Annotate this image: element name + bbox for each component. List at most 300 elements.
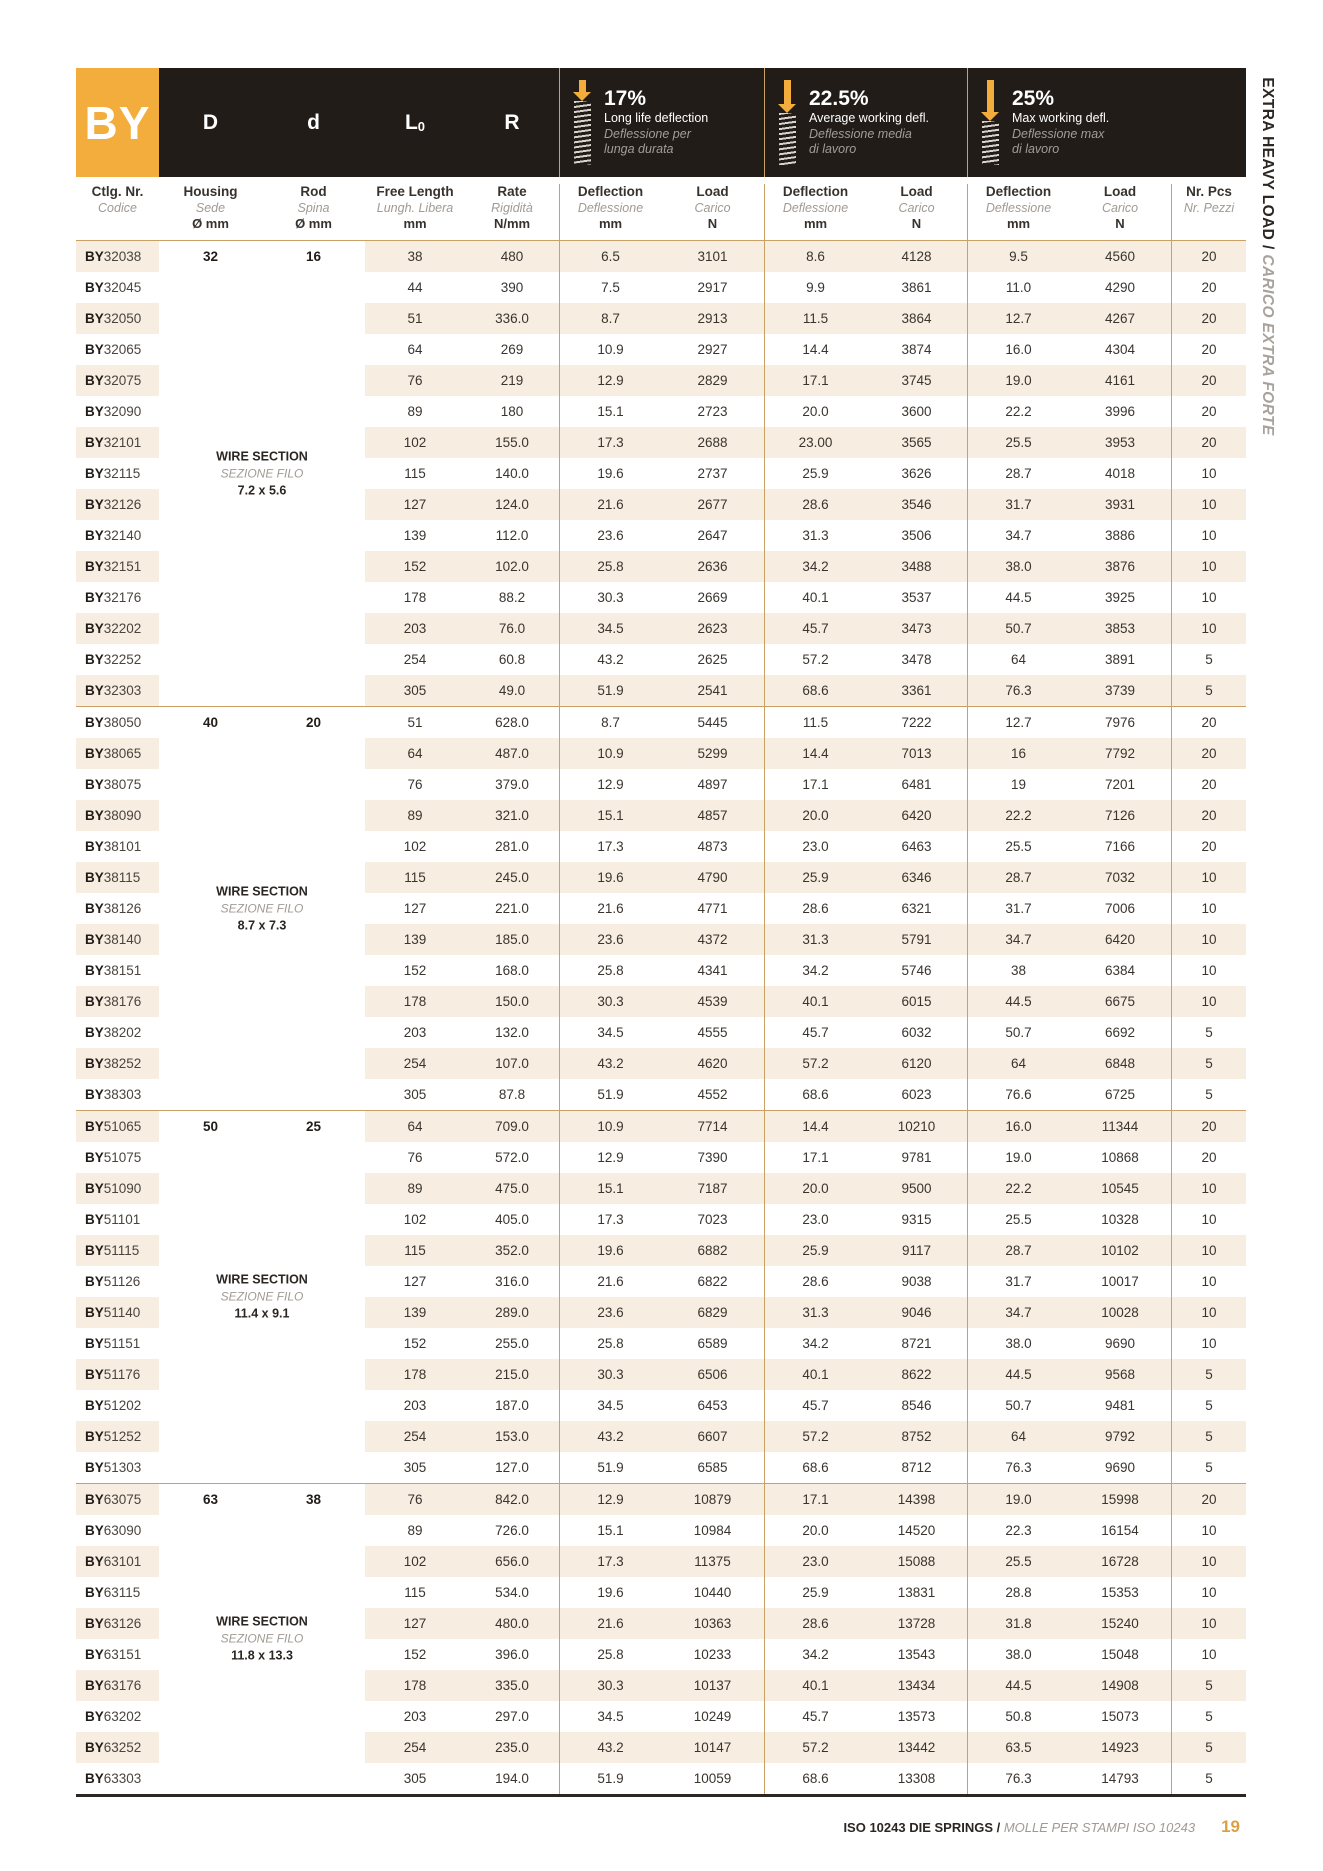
footer-title-en: ISO 10243 DIE SPRINGS / [843, 1820, 1004, 1835]
code-cell [76, 1484, 159, 1515]
load-17-cell: 2927 [697, 342, 728, 357]
housing-cell [159, 272, 262, 303]
free-length-cell: 89 [365, 1173, 465, 1204]
deflection-22-cell: 40.1 [764, 1670, 866, 1701]
load-17-cell: 6506 [661, 1359, 764, 1390]
load-25-cell: 7166 [1104, 839, 1136, 854]
dim-label-D: D [202, 110, 219, 134]
load-17-cell: 10879 [661, 1484, 764, 1515]
code-number: 32252 [103, 652, 142, 667]
deflection-25-cell: 31.8 [967, 1608, 1069, 1639]
deflection-25-cell: 25.5 [967, 427, 1069, 458]
deflection-22-cell: 20.0 [764, 1515, 866, 1546]
load-25-cell: 3925 [1104, 590, 1136, 605]
load-17-cell: 4771 [697, 901, 728, 916]
free-length-cell: 152 [365, 551, 465, 582]
code-cell [76, 1359, 159, 1390]
code-cell [76, 1546, 159, 1577]
code-number: 38140 [103, 932, 142, 947]
free-length-cell: 305 [403, 1771, 427, 1786]
rate-cell: 112.0 [495, 528, 529, 543]
table-row [76, 365, 1246, 396]
deflection-22-cell: 68.6 [764, 1079, 866, 1110]
footer-title-it: MOLLE PER STAMPI ISO 10243 [1003, 1820, 1196, 1835]
deflection-section-25 [967, 68, 1171, 177]
deflection-22-cell: 20.0 [764, 800, 866, 831]
code-number: 32126 [103, 497, 142, 512]
pcs-cell: 5 [1171, 1670, 1246, 1701]
load-25-cell: 9568 [1069, 1359, 1171, 1390]
deflection-25-cell: 16 [967, 738, 1069, 769]
housing-cell [159, 1452, 262, 1483]
rod-cell [262, 582, 365, 613]
rate-cell: 140.0 [495, 466, 529, 481]
rod-cell [262, 644, 365, 675]
code-prefix: BY [85, 683, 104, 698]
section-label-it: Deflessione per [604, 126, 691, 141]
deflection-17-cell: 25.8 [559, 551, 661, 582]
code-cell [76, 458, 159, 489]
wire-section-en: WIRE SECTION [216, 449, 308, 463]
deflection-17-cell: 34.5 [559, 613, 661, 644]
table-row [76, 800, 1246, 831]
deflection-22-cell: 40.1 [764, 986, 866, 1017]
rate-cell: 180 [500, 404, 524, 419]
rod-cell [262, 1390, 365, 1421]
deflection-22-cell: 45.7 [764, 1390, 866, 1421]
rate-cell: 235.0 [465, 1732, 559, 1763]
deflection-17-cell: 21.6 [559, 1608, 661, 1639]
load-22-cell: 3626 [901, 466, 932, 481]
code-prefix: BY [85, 1678, 104, 1693]
free-length-cell: 203 [365, 613, 465, 644]
rate-cell: 480.0 [465, 1608, 559, 1639]
load-25-cell: 16728 [1069, 1546, 1171, 1577]
table-row [76, 1732, 1246, 1763]
deflection-25-cell: 22.2 [967, 800, 1069, 831]
deflection-25-cell: 19 [967, 769, 1069, 800]
code-cell [76, 334, 159, 365]
pcs-cell: 10 [1171, 1515, 1246, 1546]
code-cell [76, 1639, 159, 1670]
code-number: 32151 [103, 559, 142, 574]
load-17-cell: 2688 [661, 427, 764, 458]
wire-section-size: 8.7 x 7.3 [237, 918, 287, 932]
code-cell [76, 1452, 159, 1483]
load-17-cell: 6453 [697, 1398, 728, 1413]
deflection-22-cell: 57.2 [764, 1421, 866, 1452]
rate-cell: 335.0 [465, 1670, 559, 1701]
load-22-cell: 6015 [866, 986, 967, 1017]
housing-cell [159, 644, 262, 675]
housing-cell [159, 365, 262, 396]
table-row [76, 644, 1246, 675]
deflection-22-cell: 20.0 [764, 1173, 866, 1204]
deflection-17-cell: 25.8 [559, 1328, 661, 1359]
pcs-cell: 10 [1171, 924, 1246, 955]
load-17-cell: 4552 [697, 1087, 728, 1102]
code-prefix: BY [85, 1398, 104, 1413]
deflection-25-cell: 22.2 [967, 1173, 1069, 1204]
load-17-cell: 7390 [697, 1150, 728, 1165]
section-label-it: Deflessione media [809, 126, 912, 141]
deflection-25-cell: 38.0 [967, 1639, 1069, 1670]
rate-cell: 628.0 [495, 715, 529, 730]
housing-cell [159, 396, 262, 427]
deflection-25-cell: 76.3 [967, 675, 1069, 706]
code-prefix: BY [85, 466, 104, 481]
free-length-cell: 127 [365, 489, 465, 520]
load-17-cell: 2541 [661, 675, 764, 706]
load-17-cell: 5445 [697, 715, 728, 730]
code-cell [76, 986, 159, 1017]
deflection-22-cell: 11.5 [764, 707, 866, 738]
wire-section-it: SEZIONE FILO [220, 1289, 304, 1304]
deflection-17-cell: 10.9 [559, 1111, 661, 1142]
load-25-cell: 10868 [1101, 1150, 1139, 1165]
free-length-cell: 127 [403, 901, 427, 916]
rate-cell: 321.0 [465, 800, 559, 831]
code-prefix: BY [85, 280, 104, 295]
load-25-cell: 15353 [1101, 1585, 1139, 1600]
code-prefix: BY [85, 1740, 104, 1755]
deflection-22-cell: 17.1 [764, 1142, 866, 1173]
page-footer [76, 1817, 1246, 1837]
load-22-cell: 8712 [901, 1460, 932, 1475]
rate-cell: 289.0 [465, 1297, 559, 1328]
table-row [76, 241, 1246, 272]
rod-cell [262, 1546, 365, 1577]
code-cell [76, 1111, 159, 1142]
load-22-cell: 13573 [897, 1709, 936, 1724]
deflection-25-cell: 19.0 [967, 1142, 1069, 1173]
deflection-25-cell: 31.7 [967, 1266, 1069, 1297]
rod-cell [262, 272, 365, 303]
deflection-17-cell: 51.9 [559, 1452, 661, 1483]
deflection-25-cell: 76.3 [967, 1763, 1069, 1794]
load-25-cell: 4018 [1104, 466, 1136, 481]
code-number: 38050 [103, 715, 142, 730]
rod-cell [262, 1515, 365, 1546]
load-17-cell: 6829 [661, 1297, 764, 1328]
deflection-22-cell: 45.7 [764, 613, 866, 644]
load-17-cell: 2829 [661, 365, 764, 396]
deflection-17-cell: 12.9 [559, 1484, 661, 1515]
load-17-cell: 4790 [661, 862, 764, 893]
table-row [76, 396, 1246, 427]
table-row [76, 303, 1246, 334]
wire-section-en: WIRE SECTION [216, 1272, 308, 1287]
code-prefix: BY [85, 1025, 104, 1040]
colhead-deflection-25: Deflection Deflessione mm [967, 184, 1069, 240]
deflection-25-cell: 64 [967, 1048, 1069, 1079]
deflection-17-cell: 17.3 [559, 427, 661, 458]
deflection-17-cell: 34.5 [559, 1701, 661, 1732]
deflection-22-cell: 40.1 [764, 582, 866, 613]
rod-cell [262, 1017, 365, 1048]
deflection-25-cell: 34.7 [967, 1297, 1069, 1328]
code-number: 63126 [103, 1616, 142, 1631]
deflection-25-cell: 22.3 [967, 1515, 1069, 1546]
code-prefix: BY [85, 1523, 104, 1538]
deflection-17-cell: 34.5 [559, 1017, 661, 1048]
table-row [76, 1421, 1246, 1452]
rate-cell: 390 [500, 280, 524, 295]
free-length-cell: 76 [407, 1150, 423, 1165]
code-number: 38065 [103, 746, 142, 761]
deflection-22-cell: 68.6 [764, 1763, 866, 1794]
deflection-17-cell: 23.6 [559, 520, 661, 551]
deflection-17-cell: 19.6 [559, 862, 661, 893]
code-number: 38252 [103, 1056, 142, 1071]
code-prefix: BY [85, 746, 104, 761]
load-25-cell: 3853 [1069, 613, 1171, 644]
deflection-22-cell: 28.6 [764, 893, 866, 924]
pcs-cell: 20 [1171, 241, 1246, 272]
dim-label-R: R [504, 110, 520, 134]
deflection-22-cell: 25.9 [764, 458, 866, 489]
load-22-cell: 5791 [866, 924, 967, 955]
table-row [76, 769, 1246, 800]
load-17-cell: 2737 [697, 466, 728, 481]
code-prefix: BY [85, 1771, 104, 1786]
load-17-cell: 7714 [661, 1111, 764, 1142]
load-25-cell: 7032 [1069, 862, 1171, 893]
rod-cell [262, 1235, 365, 1266]
load-25-cell: 15048 [1101, 1647, 1139, 1662]
housing-cell [159, 303, 262, 334]
table-row [76, 1359, 1246, 1390]
deflection-17-cell: 15.1 [559, 1515, 661, 1546]
load-17-cell: 10059 [693, 1771, 732, 1786]
load-22-cell: 14398 [866, 1484, 967, 1515]
deflection-22-cell: 23.0 [764, 1546, 866, 1577]
code-cell [76, 1670, 159, 1701]
table-row [76, 1328, 1246, 1359]
code-prefix: BY [85, 1429, 104, 1444]
housing-cell [159, 1235, 262, 1266]
colhead-load-17: Load Carico N [694, 184, 731, 231]
load-25-cell: 7976 [1104, 715, 1136, 730]
code-prefix: BY [85, 621, 104, 636]
deflection-17-cell: 12.9 [559, 365, 661, 396]
code-number: 63202 [103, 1709, 142, 1724]
series-badge: BY [76, 68, 159, 177]
pcs-cell: 20 [1171, 800, 1246, 831]
code-prefix: BY [85, 870, 104, 885]
code-number: 32115 [103, 466, 141, 481]
rate-cell: 187.0 [495, 1398, 529, 1413]
free-length-cell: 152 [403, 1647, 427, 1662]
table-row [76, 613, 1246, 644]
housing-cell [159, 520, 262, 551]
pcs-cell: 20 [1171, 396, 1246, 427]
wire-section-it: SEZIONE FILO [220, 466, 304, 480]
code-prefix: BY [85, 1150, 104, 1165]
spring-block-32 [76, 240, 1246, 706]
load-22-cell: 3745 [866, 365, 967, 396]
load-17-cell: 4620 [661, 1048, 764, 1079]
load-25-cell: 3996 [1104, 404, 1136, 419]
section-percent: 25% [1012, 87, 1055, 111]
code-number: 38090 [103, 808, 142, 823]
pcs-cell: 5 [1171, 1359, 1246, 1390]
deflection-17-cell: 10.9 [559, 334, 661, 365]
deflection-22-cell: 28.6 [764, 1266, 866, 1297]
deflection-22-cell: 23.00 [764, 427, 866, 458]
load-25-cell: 10028 [1069, 1297, 1171, 1328]
pcs-cell: 10 [1171, 862, 1246, 893]
deflection-17-cell: 43.2 [559, 1048, 661, 1079]
housing-cell [159, 1142, 262, 1173]
housing-cell: 63 [202, 1492, 219, 1507]
load-22-cell: 8546 [901, 1398, 932, 1413]
side-label-en: EXTRA HEAVY LOAD / [1259, 77, 1276, 255]
load-25-cell: 15073 [1101, 1709, 1139, 1724]
code-cell [76, 520, 159, 551]
deflection-22-cell: 45.7 [764, 1701, 866, 1732]
rod-cell [262, 986, 365, 1017]
load-25-cell: 3886 [1104, 528, 1136, 543]
code-prefix: BY [85, 1305, 104, 1320]
free-length-cell: 89 [407, 1523, 423, 1538]
load-25-cell: 10017 [1101, 1274, 1139, 1289]
table-row [76, 1079, 1246, 1110]
code-number: 63115 [103, 1585, 141, 1600]
wire-section-size: 11.4 x 9.1 [234, 1306, 290, 1321]
code-cell [76, 272, 159, 303]
table-row [76, 831, 1246, 862]
load-25-cell: 7126 [1069, 800, 1171, 831]
code-prefix: BY [85, 1119, 104, 1134]
section-text [1012, 87, 1109, 158]
code-prefix: BY [85, 1554, 104, 1569]
load-25-cell: 10545 [1069, 1173, 1171, 1204]
deflection-17-cell: 21.6 [559, 489, 661, 520]
deflection-25-cell: 12.7 [967, 303, 1069, 334]
code-cell [76, 1297, 159, 1328]
table-row [76, 675, 1246, 706]
free-length-cell: 178 [365, 1359, 465, 1390]
deflection-17-cell: 43.2 [559, 1421, 661, 1452]
load-25-cell: 7201 [1104, 777, 1136, 792]
dim-label-L0: L $_0$ [404, 110, 426, 134]
free-length-cell: 89 [365, 800, 465, 831]
free-length-cell: 89 [407, 404, 423, 419]
deflection-22-cell: 17.1 [764, 365, 866, 396]
load-25-cell: 6692 [1104, 1025, 1136, 1040]
free-length-cell: 254 [403, 652, 427, 667]
code-number: 51075 [103, 1150, 142, 1165]
load-17-cell: 2723 [697, 404, 728, 419]
code-prefix: BY [85, 373, 104, 388]
deflection-17-cell: 51.9 [559, 675, 661, 706]
code-cell [76, 800, 159, 831]
housing-cell [159, 1173, 262, 1204]
deflection-25-cell: 44.5 [967, 1359, 1069, 1390]
rod-cell [262, 1359, 365, 1390]
deflection-22-cell: 34.2 [764, 551, 866, 582]
table-row [76, 707, 1246, 738]
deflection-25-cell: 28.7 [967, 862, 1069, 893]
wire-section-label [159, 448, 365, 499]
deflection-25-cell: 50.7 [967, 1017, 1069, 1048]
housing-cell [159, 1763, 262, 1794]
code-number: 32202 [103, 621, 142, 636]
load-25-cell: 9690 [1104, 1336, 1136, 1351]
table-row [76, 1390, 1246, 1421]
load-17-cell: 2623 [661, 613, 764, 644]
deflection-25-cell: 38.0 [967, 1328, 1069, 1359]
code-cell [76, 1732, 159, 1763]
deflection-17-cell: 21.6 [559, 1266, 661, 1297]
rod-cell: 16 [305, 249, 322, 264]
load-17-cell: 10363 [661, 1608, 764, 1639]
free-length-cell: 64 [365, 1111, 465, 1142]
code-cell [76, 551, 159, 582]
free-length-cell: 178 [365, 1670, 465, 1701]
code-cell [76, 1173, 159, 1204]
table-row [76, 1111, 1246, 1142]
rod-cell [262, 396, 365, 427]
code-prefix: BY [85, 1212, 104, 1227]
spring-block-40 [76, 706, 1246, 1110]
table-row [76, 1546, 1246, 1577]
deflection-25-cell: 25.5 [967, 831, 1069, 862]
code-prefix: BY [85, 1243, 104, 1258]
rate-cell: 352.0 [465, 1235, 559, 1266]
housing-cell [159, 1359, 262, 1390]
code-cell [76, 1048, 159, 1079]
code-prefix: BY [85, 932, 104, 947]
deflection-25-cell: 31.7 [967, 489, 1069, 520]
table-row [76, 738, 1246, 769]
deflection-22-cell: 31.3 [764, 520, 866, 551]
arrow-down-spring-icon [981, 80, 999, 165]
load-17-cell: 6822 [697, 1274, 728, 1289]
code-cell [76, 1142, 159, 1173]
deflection-17-cell: 19.6 [559, 1235, 661, 1266]
deflection-17-cell: 51.9 [559, 1079, 661, 1110]
load-17-cell: 2625 [697, 652, 728, 667]
colhead-load-25: Load Carico N [1101, 184, 1139, 231]
section-label-en: Max working defl. [1012, 111, 1110, 126]
pcs-cell: 10 [1171, 1639, 1246, 1670]
section-label-it2: di lavoro [1012, 142, 1060, 157]
column-headers [76, 177, 1246, 240]
code-prefix: BY [85, 1460, 104, 1475]
table-header-band [76, 68, 1246, 177]
load-22-cell: 10210 [866, 1111, 967, 1142]
code-prefix: BY [85, 311, 104, 326]
load-22-cell: 15088 [866, 1546, 967, 1577]
code-cell [76, 427, 159, 458]
load-25-cell: 7006 [1104, 901, 1136, 916]
deflection-17-cell: 19.6 [559, 1577, 661, 1608]
load-22-cell: 9046 [866, 1297, 967, 1328]
code-prefix: BY [85, 528, 104, 543]
housing-cell [159, 1048, 262, 1079]
wire-section-it: SEZIONE FILO [220, 1631, 304, 1646]
deflection-section-22 [764, 68, 967, 177]
code-prefix: BY [85, 652, 104, 667]
rate-cell: 60.8 [498, 652, 526, 667]
load-25-cell: 6420 [1069, 924, 1171, 955]
load-25-cell: 9481 [1104, 1398, 1136, 1413]
deflection-25-cell: 25.5 [967, 1546, 1069, 1577]
free-length-cell: 51 [365, 303, 465, 334]
deflection-17-cell: 17.3 [559, 1546, 661, 1577]
